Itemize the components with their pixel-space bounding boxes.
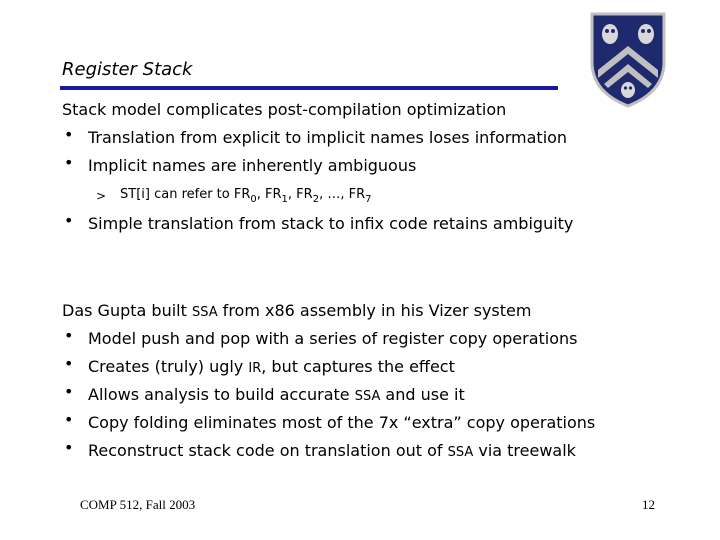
b2-text-b: , but captures the effect <box>261 357 455 376</box>
fr-sep: , …, FR <box>319 187 366 202</box>
intro-text-a: Das Gupta built <box>62 301 192 320</box>
section1-bullet-1: Translation from explicit to implicit names loses information <box>88 128 568 147</box>
b2-text-a: Creates (truly) ugly <box>88 357 249 376</box>
b5-text-b: via treewalk <box>473 441 576 460</box>
b3-text-a: Allows analysis to build accurate <box>88 385 355 404</box>
section2-bullet-2 <box>88 357 455 376</box>
ssa-term: SSA <box>354 389 381 404</box>
section2-bullet-5 <box>88 441 576 460</box>
bullet-dot: • <box>64 382 74 401</box>
sub-prefix: ST[i] can refer to <box>120 187 234 202</box>
bullet-dot: • <box>64 410 74 429</box>
sub-bullet-st-registers <box>120 186 371 205</box>
title-rule <box>60 86 558 90</box>
fr-sep: , FR <box>287 187 313 202</box>
section2-bullet-1: Model push and pop with a series of register copy operations <box>88 329 578 348</box>
shield-logo <box>588 10 668 110</box>
bullet-dot: • <box>64 125 74 144</box>
slide-title: Register Stack <box>62 59 193 80</box>
bullet-dot: • <box>64 153 74 172</box>
fr-index: 1 <box>281 193 288 205</box>
fr-sep: , FR <box>256 187 282 202</box>
ssa-term: SSA <box>447 445 474 460</box>
section2-bullet-3 <box>88 385 465 404</box>
ir-term: IR <box>248 361 262 376</box>
fr-label: FR <box>233 187 251 202</box>
section1-bullet-2: Implicit names are inherently ambiguous <box>88 156 417 175</box>
section2-intro <box>62 301 531 320</box>
fr-index: 7 <box>365 193 372 205</box>
section1-bullet-3: Simple translation from stack to infix code retains ambiguity <box>88 214 574 233</box>
section2-bullet-4: Copy folding eliminates most of the 7x “extra” copy operations <box>88 413 596 432</box>
fr-index: 0 <box>250 193 257 205</box>
b3-text-b: and use it <box>380 385 465 404</box>
b5-text-a: Reconstruct stack code on translation out of <box>88 441 448 460</box>
sub-bullet-marker: > <box>96 189 107 203</box>
section1-intro: Stack model complicates post-compilation optimization <box>62 100 507 119</box>
bullet-dot: • <box>64 326 74 345</box>
page-number: 12 <box>642 497 655 512</box>
bullet-dot: • <box>64 438 74 457</box>
bullet-dot: • <box>64 211 74 230</box>
fr-index: 2 <box>312 193 320 205</box>
footer-course: COMP 512, Fall 2003 <box>80 497 196 512</box>
bullet-dot: • <box>64 354 74 373</box>
ssa-term: SSA <box>191 305 218 320</box>
intro-text-b: from x86 assembly in his Vizer system <box>217 301 532 320</box>
